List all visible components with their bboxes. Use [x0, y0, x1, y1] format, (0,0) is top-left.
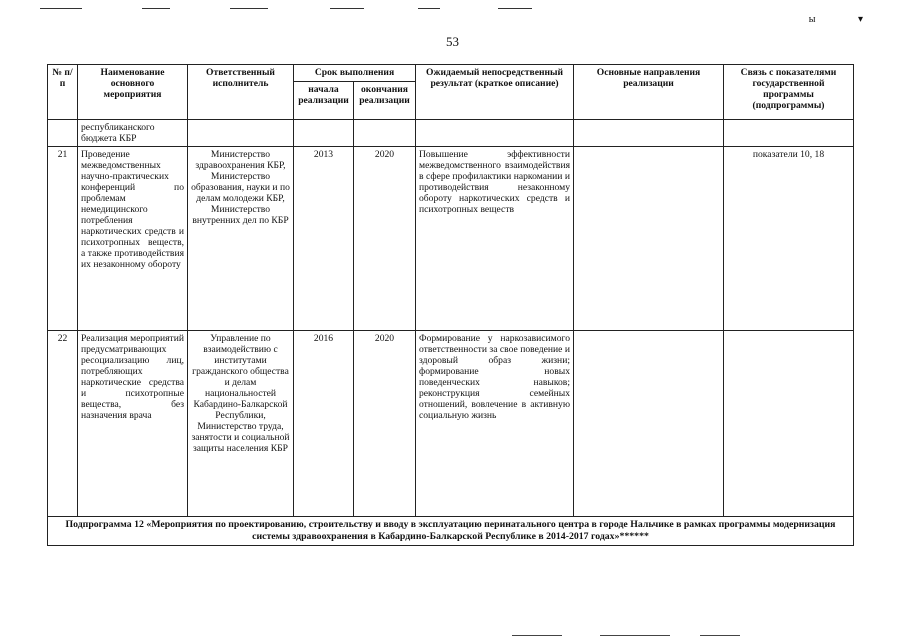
subprogram-title: Подпрограмма 12 «Мероприятия по проектированию, строительству и вводу в эксплуатацию перинатального центра в городе Нальчике в рамках программы модернизация системы здравоохранения в Кабардино-Балкарской Республике в 2014-2017 годах»****** [48, 517, 854, 546]
row-link: показатели 10, 18 [724, 147, 854, 331]
row-num: 21 [48, 147, 78, 331]
scan-mark [230, 8, 268, 9]
subprogram-row [48, 517, 854, 546]
scan-mark [600, 635, 670, 636]
header-name: Наименование основного мероприятия [78, 65, 188, 120]
row-end: 2020 [354, 331, 416, 517]
scan-mark [40, 8, 82, 9]
scan-mark [418, 8, 440, 9]
row-end: 2020 [354, 147, 416, 331]
row-result: Формирование у наркозависимого ответственности за свое поведение и здоровый образ жизни; формирование новых поведенческих навыков; реконструкция семейных отношений, вовлечение в активную социальную жизнь [416, 331, 574, 517]
header-row [48, 65, 854, 82]
row-executor: Управление по взаимодействию с институтами гражданского общества и делам национальностей Кабардино-Балкарской Республики, Министерство труда, занятости и социальной защиты населения КБР [188, 331, 294, 517]
row-directions [574, 331, 724, 517]
continuation-row [48, 120, 854, 147]
header-term-start: начала реализации [294, 82, 354, 120]
table-row [48, 331, 854, 517]
scan-mark [700, 635, 740, 636]
continuation-name: республиканского бюджета КБР [78, 120, 188, 147]
table-row [48, 147, 854, 331]
row-start: 2013 [294, 147, 354, 331]
page-number: 53 [446, 34, 459, 49]
row-start: 2016 [294, 331, 354, 517]
row-num: 22 [48, 331, 78, 517]
scan-mark [498, 8, 532, 9]
scan-mark [330, 8, 364, 9]
row-name: Реализация мероприятий предусматривающих ресоциализацию лиц, потребляющих наркотические средства и психотропные вещества, без назначения врача [78, 331, 188, 517]
scan-mark [512, 635, 562, 636]
row-result: Повышение эффективности межведомственного взаимодействия в сфере профилактики наркомании и противодействия незаконному обороту наркотических средств и психотропных веществ [416, 147, 574, 331]
header-result: Ожидаемый непосредственный результат (краткое описание) [416, 65, 574, 120]
header-directions: Основные направления реализации [574, 65, 724, 120]
row-executor: Министерство здравоохранения КБР, Министерство образования, науки и по делам молодежи КБР, Министерство внутренних дел по КБР [188, 147, 294, 331]
header-num: № п/п [48, 65, 78, 120]
row-link [724, 331, 854, 517]
header-link: Связь с показателями государственной программы (подпрограммы) [724, 65, 854, 120]
scan-mark [142, 8, 170, 9]
header-term-end: окончания реализации [354, 82, 416, 120]
corner-marks: ы ▾ [808, 14, 883, 25]
header-term: Срок выполнения [294, 65, 416, 82]
header-executor: Ответственный исполнитель [188, 65, 294, 120]
row-name: Проведение межведомственных научно-практических конференций по проблемам немедицинского потребления наркотических средств и психотропных веществ, а также противодействия их незаконному обороту [78, 147, 188, 331]
activities-table [47, 64, 854, 546]
row-directions [574, 147, 724, 331]
